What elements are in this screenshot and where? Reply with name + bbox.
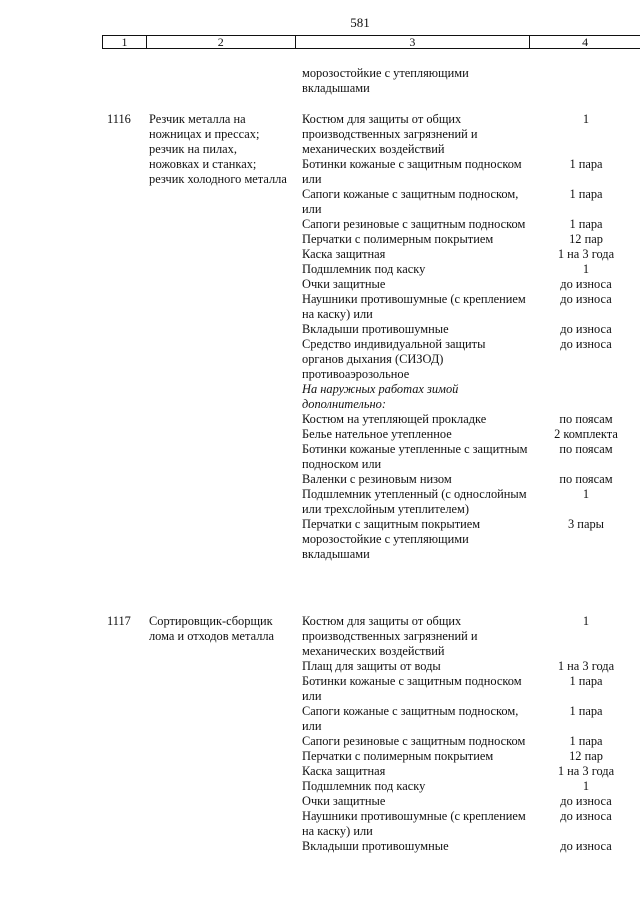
- continuation-text: морозостойкие с утепляющими вкладышами: [302, 66, 469, 95]
- ppe-item-quantity: 3 пары: [568, 517, 604, 531]
- ppe-item-name: На наружных работах зимой дополнительно:: [302, 382, 459, 411]
- ppe-item-name: Подшлемник под каску: [302, 262, 426, 276]
- ppe-item-quantity: 1 пара: [569, 157, 603, 171]
- ppe-item-name: Вкладыши противошумные: [302, 839, 449, 853]
- ppe-item: [302, 749, 640, 764]
- page-number: 581: [350, 15, 370, 30]
- ppe-item-name: Каска защитная: [302, 247, 386, 261]
- ppe-item: [302, 794, 640, 809]
- ppe-item-quantity: 12 пар: [569, 232, 603, 246]
- ppe-item-quantity: 1 пара: [569, 674, 603, 688]
- header-col-2: 2: [147, 36, 296, 48]
- ppe-item-quantity: 12 пар: [569, 749, 603, 763]
- ppe-item-name: Перчатки с полимерным покрытием: [302, 232, 494, 246]
- ppe-item-name: Ботинки кожаные с защитным подноском или: [302, 157, 522, 186]
- ppe-item-name: Костюм на утепляющей прокладке: [302, 412, 487, 426]
- ppe-item-name: Вкладыши противошумные: [302, 322, 449, 336]
- ppe-item: [302, 839, 640, 854]
- ppe-item-quantity: 1 пара: [569, 187, 603, 201]
- ppe-item: [302, 247, 640, 262]
- ppe-item-quantity: до износа: [560, 322, 612, 336]
- ppe-item-quantity: 1 на 3 года: [557, 659, 615, 673]
- ppe-item-quantity: 1: [582, 487, 590, 501]
- ppe-item: [302, 704, 640, 734]
- ppe-item-quantity: 1 пара: [569, 734, 603, 748]
- ppe-item: [302, 262, 640, 277]
- ppe-item: [302, 764, 640, 779]
- ppe-item: [302, 412, 640, 427]
- ppe-item-quantity: 1: [582, 112, 590, 126]
- ppe-item: [302, 517, 640, 562]
- ppe-item: [302, 337, 640, 382]
- ppe-item-name: Сапоги резиновые с защитным подноском: [302, 734, 526, 748]
- ppe-item-quantity: [530, 382, 640, 412]
- ppe-item-quantity: по поясам: [559, 412, 613, 426]
- ppe-item: [302, 614, 640, 659]
- ppe-item: [302, 659, 640, 674]
- entry-number: 1117: [107, 614, 131, 628]
- ppe-item-quantity: 1 на 3 года: [557, 247, 615, 261]
- ppe-item: [302, 779, 640, 794]
- ppe-item-name: Белье нательное утепленное: [302, 427, 452, 441]
- ppe-item-quantity: до износа: [560, 337, 612, 351]
- ppe-item-quantity: по поясам: [559, 472, 613, 486]
- ppe-item-name: Валенки с резиновым низом: [302, 472, 452, 486]
- ppe-item-quantity: по поясам: [559, 442, 613, 456]
- ppe-item: [302, 232, 640, 247]
- ppe-item: [302, 427, 640, 442]
- ppe-item-name: Костюм для защиты от общих производственных загрязнений и механических воздействий: [302, 112, 478, 156]
- ppe-item-name: Сапоги кожаные с защитным подноском, или: [302, 704, 519, 733]
- ppe-item: [302, 472, 640, 487]
- ppe-list: [302, 614, 640, 854]
- ppe-list: [302, 112, 640, 562]
- ppe-item: [302, 277, 640, 292]
- job-title: Резчик металла на ножницах и прессах; резчик на пилах, ножовках и станках; резчик холодного металла: [149, 112, 287, 186]
- ppe-item-quantity: 1 пара: [569, 217, 603, 231]
- ppe-item-name: Очки защитные: [302, 794, 386, 808]
- ppe-item: [302, 382, 640, 412]
- table-header: [102, 35, 640, 49]
- ppe-item-name: Средство индивидуальной защиты органов дыхания (СИЗОД) противоаэрозольное: [302, 337, 486, 381]
- ppe-item-name: Подшлемник под каску: [302, 779, 426, 793]
- ppe-item-quantity: 1: [582, 262, 590, 276]
- ppe-item: [302, 187, 640, 217]
- job-title: Сортировщик-сборщик лома и отходов металла: [149, 614, 275, 643]
- ppe-item: [302, 112, 640, 157]
- header-col-3: 3: [296, 36, 531, 48]
- entry-number: 1116: [107, 112, 131, 126]
- ppe-item-name: Ботинки кожаные утепленные с защитным подноском или: [302, 442, 528, 471]
- ppe-item-name: Костюм для защиты от общих производственных загрязнений и механических воздействий: [302, 614, 478, 658]
- ppe-item-quantity: 1 пара: [569, 704, 603, 718]
- ppe-item-name: Каска защитная: [302, 764, 386, 778]
- header-col-1: 1: [103, 36, 147, 48]
- ppe-item: [302, 487, 640, 517]
- ppe-item-name: Подшлемник утепленный (с однослойным или трехслойным утеплителем): [302, 487, 527, 516]
- ppe-item: [302, 292, 640, 322]
- ppe-item: [302, 674, 640, 704]
- ppe-item: [302, 322, 640, 337]
- ppe-item: [302, 217, 640, 232]
- ppe-item: [302, 809, 640, 839]
- ppe-item-quantity: 2 комплекта: [554, 427, 618, 441]
- ppe-item-quantity: до износа: [560, 794, 612, 808]
- ppe-item-quantity: до износа: [560, 292, 612, 306]
- ppe-item-quantity: до износа: [560, 839, 612, 853]
- ppe-item-name: Сапоги кожаные с защитным подноском, или: [302, 187, 519, 216]
- ppe-item-name: Ботинки кожаные с защитным подноском или: [302, 674, 522, 703]
- ppe-item-quantity: 1: [582, 614, 590, 628]
- ppe-item: [302, 734, 640, 749]
- ppe-item-name: Наушники противошумные (с креплением на каску) или: [302, 809, 526, 838]
- ppe-item-name: Плащ для защиты от воды: [302, 659, 441, 673]
- ppe-item-quantity: 1: [582, 779, 590, 793]
- header-col-4: 4: [582, 35, 589, 49]
- ppe-item-name: Сапоги резиновые с защитным подноском: [302, 217, 526, 231]
- ppe-item-quantity: до износа: [560, 809, 612, 823]
- ppe-item: [302, 157, 640, 187]
- ppe-item-name: Наушники противошумные (с креплением на каску) или: [302, 292, 526, 321]
- ppe-item-name: Перчатки с защитным покрытием морозостойкие с утепляющими вкладышами: [302, 517, 481, 561]
- ppe-item: [302, 442, 640, 472]
- ppe-item-name: Очки защитные: [302, 277, 386, 291]
- ppe-item-name: Перчатки с полимерным покрытием: [302, 749, 494, 763]
- ppe-item-quantity: 1 на 3 года: [557, 764, 615, 778]
- ppe-item-quantity: до износа: [560, 277, 612, 291]
